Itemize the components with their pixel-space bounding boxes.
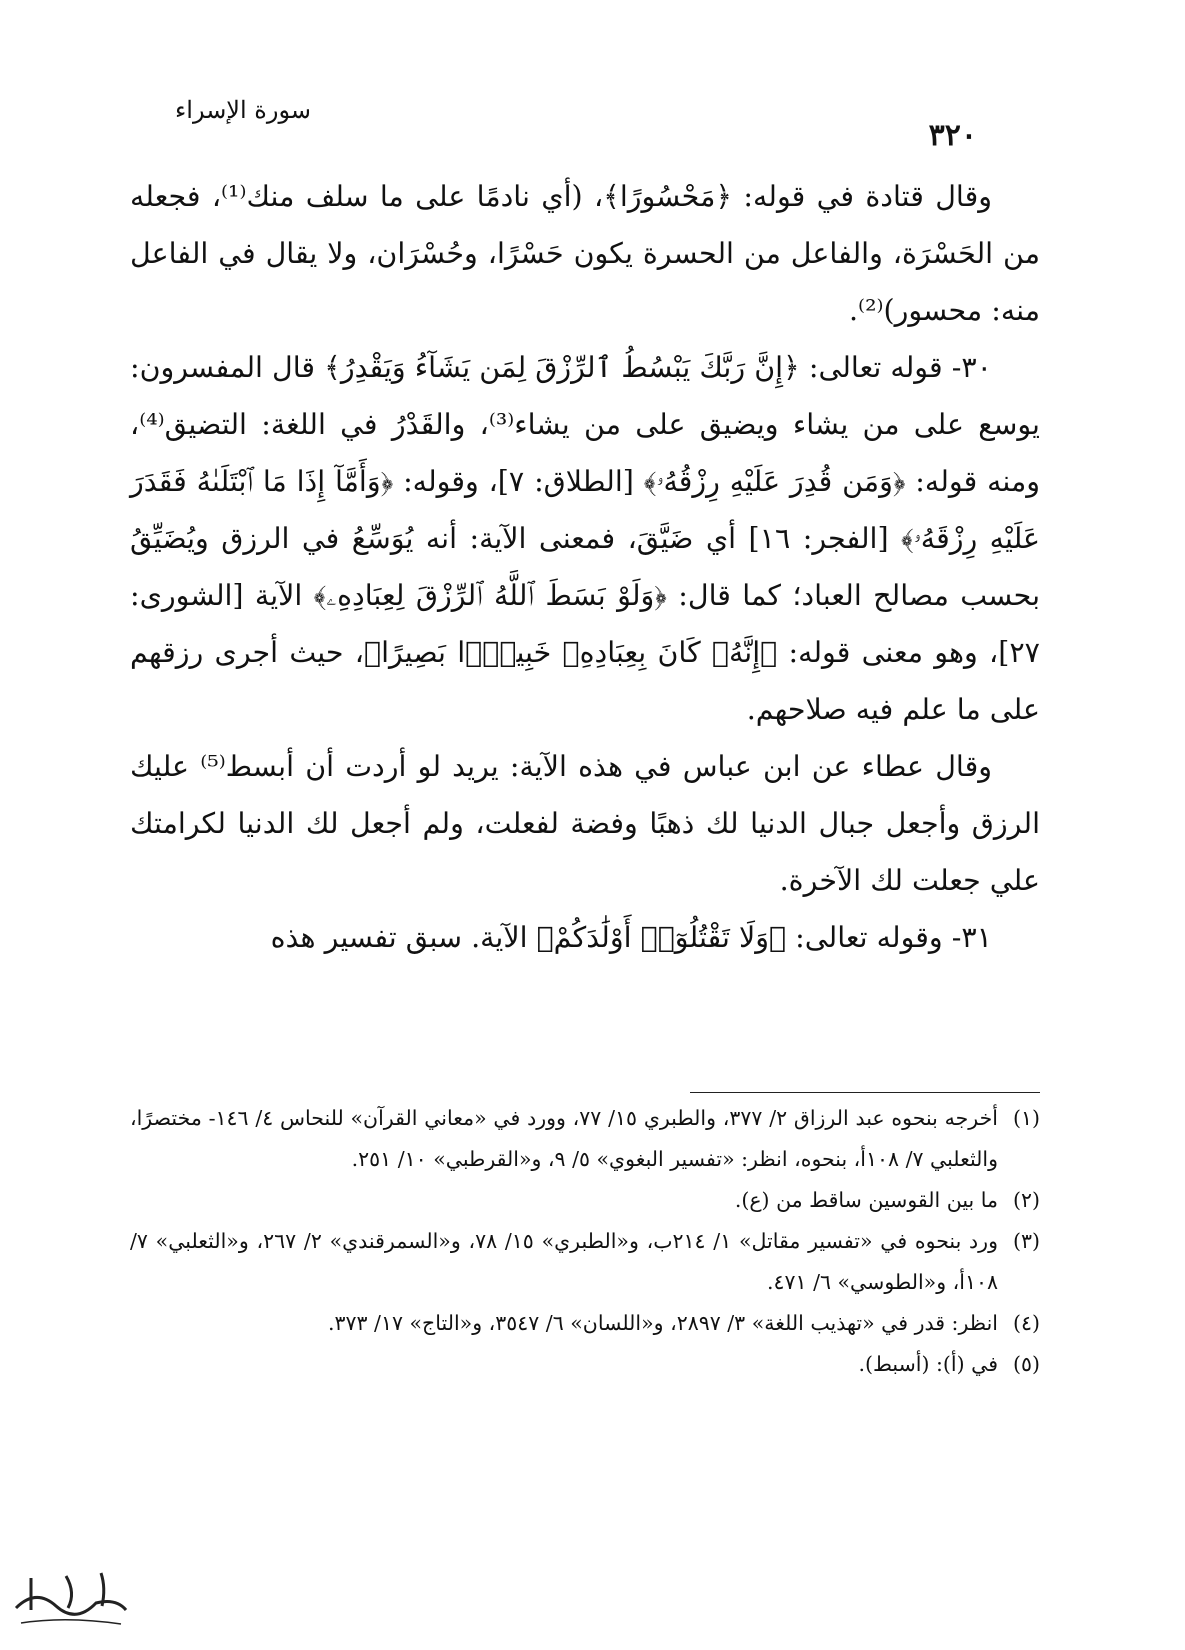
running-header-title: سورة الإسراء: [175, 96, 311, 124]
footnote: [130, 1221, 1040, 1303]
paragraph: وقال قتادة في قوله: ﴿مَحْسُورًا﴾، (أي نادمًا على ما سلف منك⁽¹⁾، فجعله من الحَسْرَة، والفاعل من الحسرة يكون حَسْرًا، وحُسْرَان، ولا يقال في الفاعل منه: محسور)⁽²⁾.: [130, 180, 1040, 327]
footnote-text: في (أ): (أسبط).: [858, 1352, 998, 1376]
main-text: [130, 168, 1040, 966]
footnote-number: (٢): [1012, 1188, 1040, 1212]
publisher-logo: [6, 1548, 136, 1638]
footnote-text: ما بين القوسين ساقط من (ع).: [734, 1188, 998, 1212]
paragraph: ٣٠- قوله تعالى: ﴿إِنَّ رَبَّكَ يَبْسُطُ ٱلرِّزْقَ لِمَن يَشَآءُ وَيَقْدِرُ﴾ قال المفسرون: يوسع على من يشاء ويضيق على من يشاء⁽³⁾، والقَدْرُ في اللغة: التضيق⁽⁴⁾، ومنه قوله: ﴿وَمَن قُدِرَ عَلَيْهِ رِزْقُهُۥ﴾ [الطلاق: ٧]، وقوله: ﴿وَأَمَّآ إِذَا مَا ٱبْتَلَىٰهُ فَقَدَرَ عَلَيْهِ رِزْقَهُۥ﴾ [الفجر: ١٦] أي ضَيَّقَ، فمعنى الآية: أنه يُوَسِّعُ في الرزق ويُضَيِّقُ بحسب مصالح العباد؛ كما قال: ﴿وَلَوْ بَسَطَ ٱللَّهُ ٱلرِّزْقَ لِعِبَادِهِۦ﴾ الآية [الشورى: ٢٧]، وهو معنى قوله: ﴿إِنَّهُۥ كَانَ بِعِبَادِهِۦ خَبِيرًۢا بَصِيرًا﴾، حيث أجرى رزقهم على ما علم فيه صلاحهم.: [130, 351, 1041, 726]
footnote-number: (٣): [1012, 1229, 1040, 1253]
footnote: [130, 1303, 1040, 1344]
footnote: [130, 1180, 1040, 1221]
footnote: [130, 1098, 1040, 1180]
footnotes: [130, 1098, 1040, 1385]
logo-calligraphy-stroke: [21, 1620, 121, 1624]
paragraph: وقال عطاء عن ابن عباس في هذه الآية: يريد لو أردت أن أبسط⁽⁵⁾ عليك الرزق وأجعل جبال الدنيا لك ذهبًا وفضة لفعلت، ولم أجعل لك الدنيا لكرامتك علي جعلت لك الآخرة.: [130, 750, 1040, 897]
footnote: [130, 1344, 1040, 1385]
page-number: ٣٢٠: [928, 118, 977, 153]
footnote-text: انظر: قدر في «تهذيب اللغة» ٣/ ٢٨٩٧، و«اللسان» ٦/ ٣٥٤٧، و«التاج» ١٧/ ٣٧٣.: [327, 1311, 998, 1335]
footnote-number: (٥): [1012, 1352, 1040, 1376]
footnote-number: (٤): [1012, 1311, 1040, 1335]
footnote-number: (١): [1012, 1106, 1040, 1130]
footnote-text: ورد بنحوه في «تفسير مقاتل» ١/ ٢١٤ب، و«الطبري» ١٥/ ٧٨، و«السمرقندي» ٢/ ٢٦٧، و«الثعلبي» ٧/ ١٠٨أ، و«الطوسي» ٦/ ٤٧١.: [130, 1229, 998, 1294]
paragraph: ٣١- وقوله تعالى: ﴿وَلَا تَقْتُلُوٓا۟ أَوْلَٰدَكُمْ﴾ الآية. سبق تفسير هذه: [270, 921, 992, 954]
footnote-divider: [690, 1092, 1040, 1093]
footnote-text: أخرجه بنحوه عبد الرزاق ٢/ ٣٧٧، والطبري ١٥/ ٧٧، وورد في «معاني القرآن» للنحاس ٤/ ١٤٦- مختصرًا، والثعلبي ٧/ ١٠٨أ، بنحوه، انظر: «تفسير البغوي» ٥/ ٩، و«القرطبي» ١٠/ ٢٥١.: [130, 1106, 998, 1171]
